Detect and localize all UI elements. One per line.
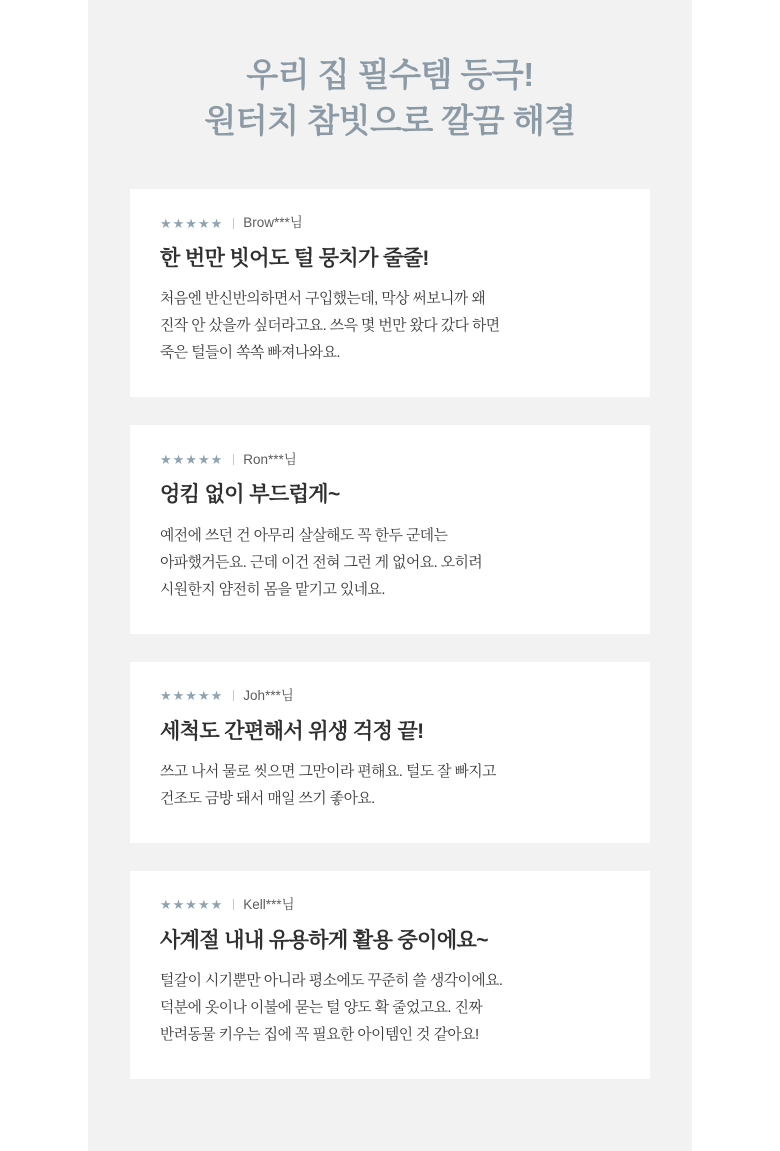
page-title xyxy=(88,52,692,144)
review-body-line: 예전에 쓰던 건 아무리 살살해도 꼭 한두 군데는 xyxy=(160,527,448,544)
review-body-line: 쓰고 나서 물로 씻으면 그만이라 편해요. 털도 잘 빠지고 xyxy=(160,763,496,780)
review-body xyxy=(160,759,620,813)
review-author: Joh***님 xyxy=(243,687,294,703)
review-title: 사계절 내내 유용하게 활용 중이에요~ xyxy=(160,928,488,952)
review-title: 세척도 간편해서 위생 걱정 끝! xyxy=(160,719,424,743)
review-body-line: 아파했거든요. 근데 이건 전혀 그런 게 없어요. 오히려 xyxy=(160,554,483,571)
review-author: Kell***님 xyxy=(243,897,295,913)
meta-divider xyxy=(233,218,234,229)
page-title-line-2: 원터치 참빗으로 깔끔 해결 xyxy=(204,102,576,139)
page-title-line-1: 우리 집 필수템 등극! xyxy=(246,56,534,93)
review-body-line: 털갈이 시기뿐만 아니라 평소에도 꾸준히 쓸 생각이에요. xyxy=(160,973,503,990)
review-meta xyxy=(160,688,620,704)
review-author: Ron***님 xyxy=(243,451,297,467)
review-card xyxy=(130,662,650,843)
star-rating-icon: ★★★★★ xyxy=(160,451,224,467)
review-title: 한 번만 빗어도 털 뭉치가 줄줄! xyxy=(160,247,429,270)
review-body xyxy=(160,286,620,367)
review-body-line: 덕분에 옷이나 이불에 묻는 털 양도 확 줄었고요. 진짜 xyxy=(160,1000,483,1017)
star-rating-icon: ★★★★★ xyxy=(160,897,224,913)
meta-divider xyxy=(233,899,234,910)
review-title: 엉킴 없이 부드럽게~ xyxy=(160,483,340,507)
review-body-line: 반려동물 키우는 집에 꼭 필요한 아이템인 것 같아요! xyxy=(160,1027,479,1044)
review-meta xyxy=(160,451,620,467)
review-body-line: 건조도 금방 돼서 매일 쓰기 좋아요. xyxy=(160,790,375,807)
review-body xyxy=(160,968,620,1049)
meta-divider xyxy=(233,454,234,465)
review-card xyxy=(130,871,650,1079)
review-body-line: 처음엔 반신반의하면서 구입했는데, 막상 써보니까 왜 xyxy=(160,291,486,308)
review-author: Brow***님 xyxy=(243,215,303,231)
meta-divider xyxy=(233,690,234,701)
review-body-line: 진작 안 샀을까 싶더라고요. 쓰윽 몇 번만 왔다 갔다 하면 xyxy=(160,318,500,335)
star-rating-icon: ★★★★★ xyxy=(160,215,224,231)
star-rating-icon: ★★★★★ xyxy=(160,688,224,704)
review-card xyxy=(130,425,650,633)
review-body-line: 죽은 털들이 쏙쏙 빠져나와요. xyxy=(160,345,340,362)
review-list xyxy=(130,189,650,1079)
review-card xyxy=(130,189,650,397)
review-body-line: 시원한지 얌전히 몸을 맡기고 있네요. xyxy=(160,581,385,598)
review-body xyxy=(160,523,620,604)
review-meta xyxy=(160,215,620,231)
review-meta xyxy=(160,897,620,913)
